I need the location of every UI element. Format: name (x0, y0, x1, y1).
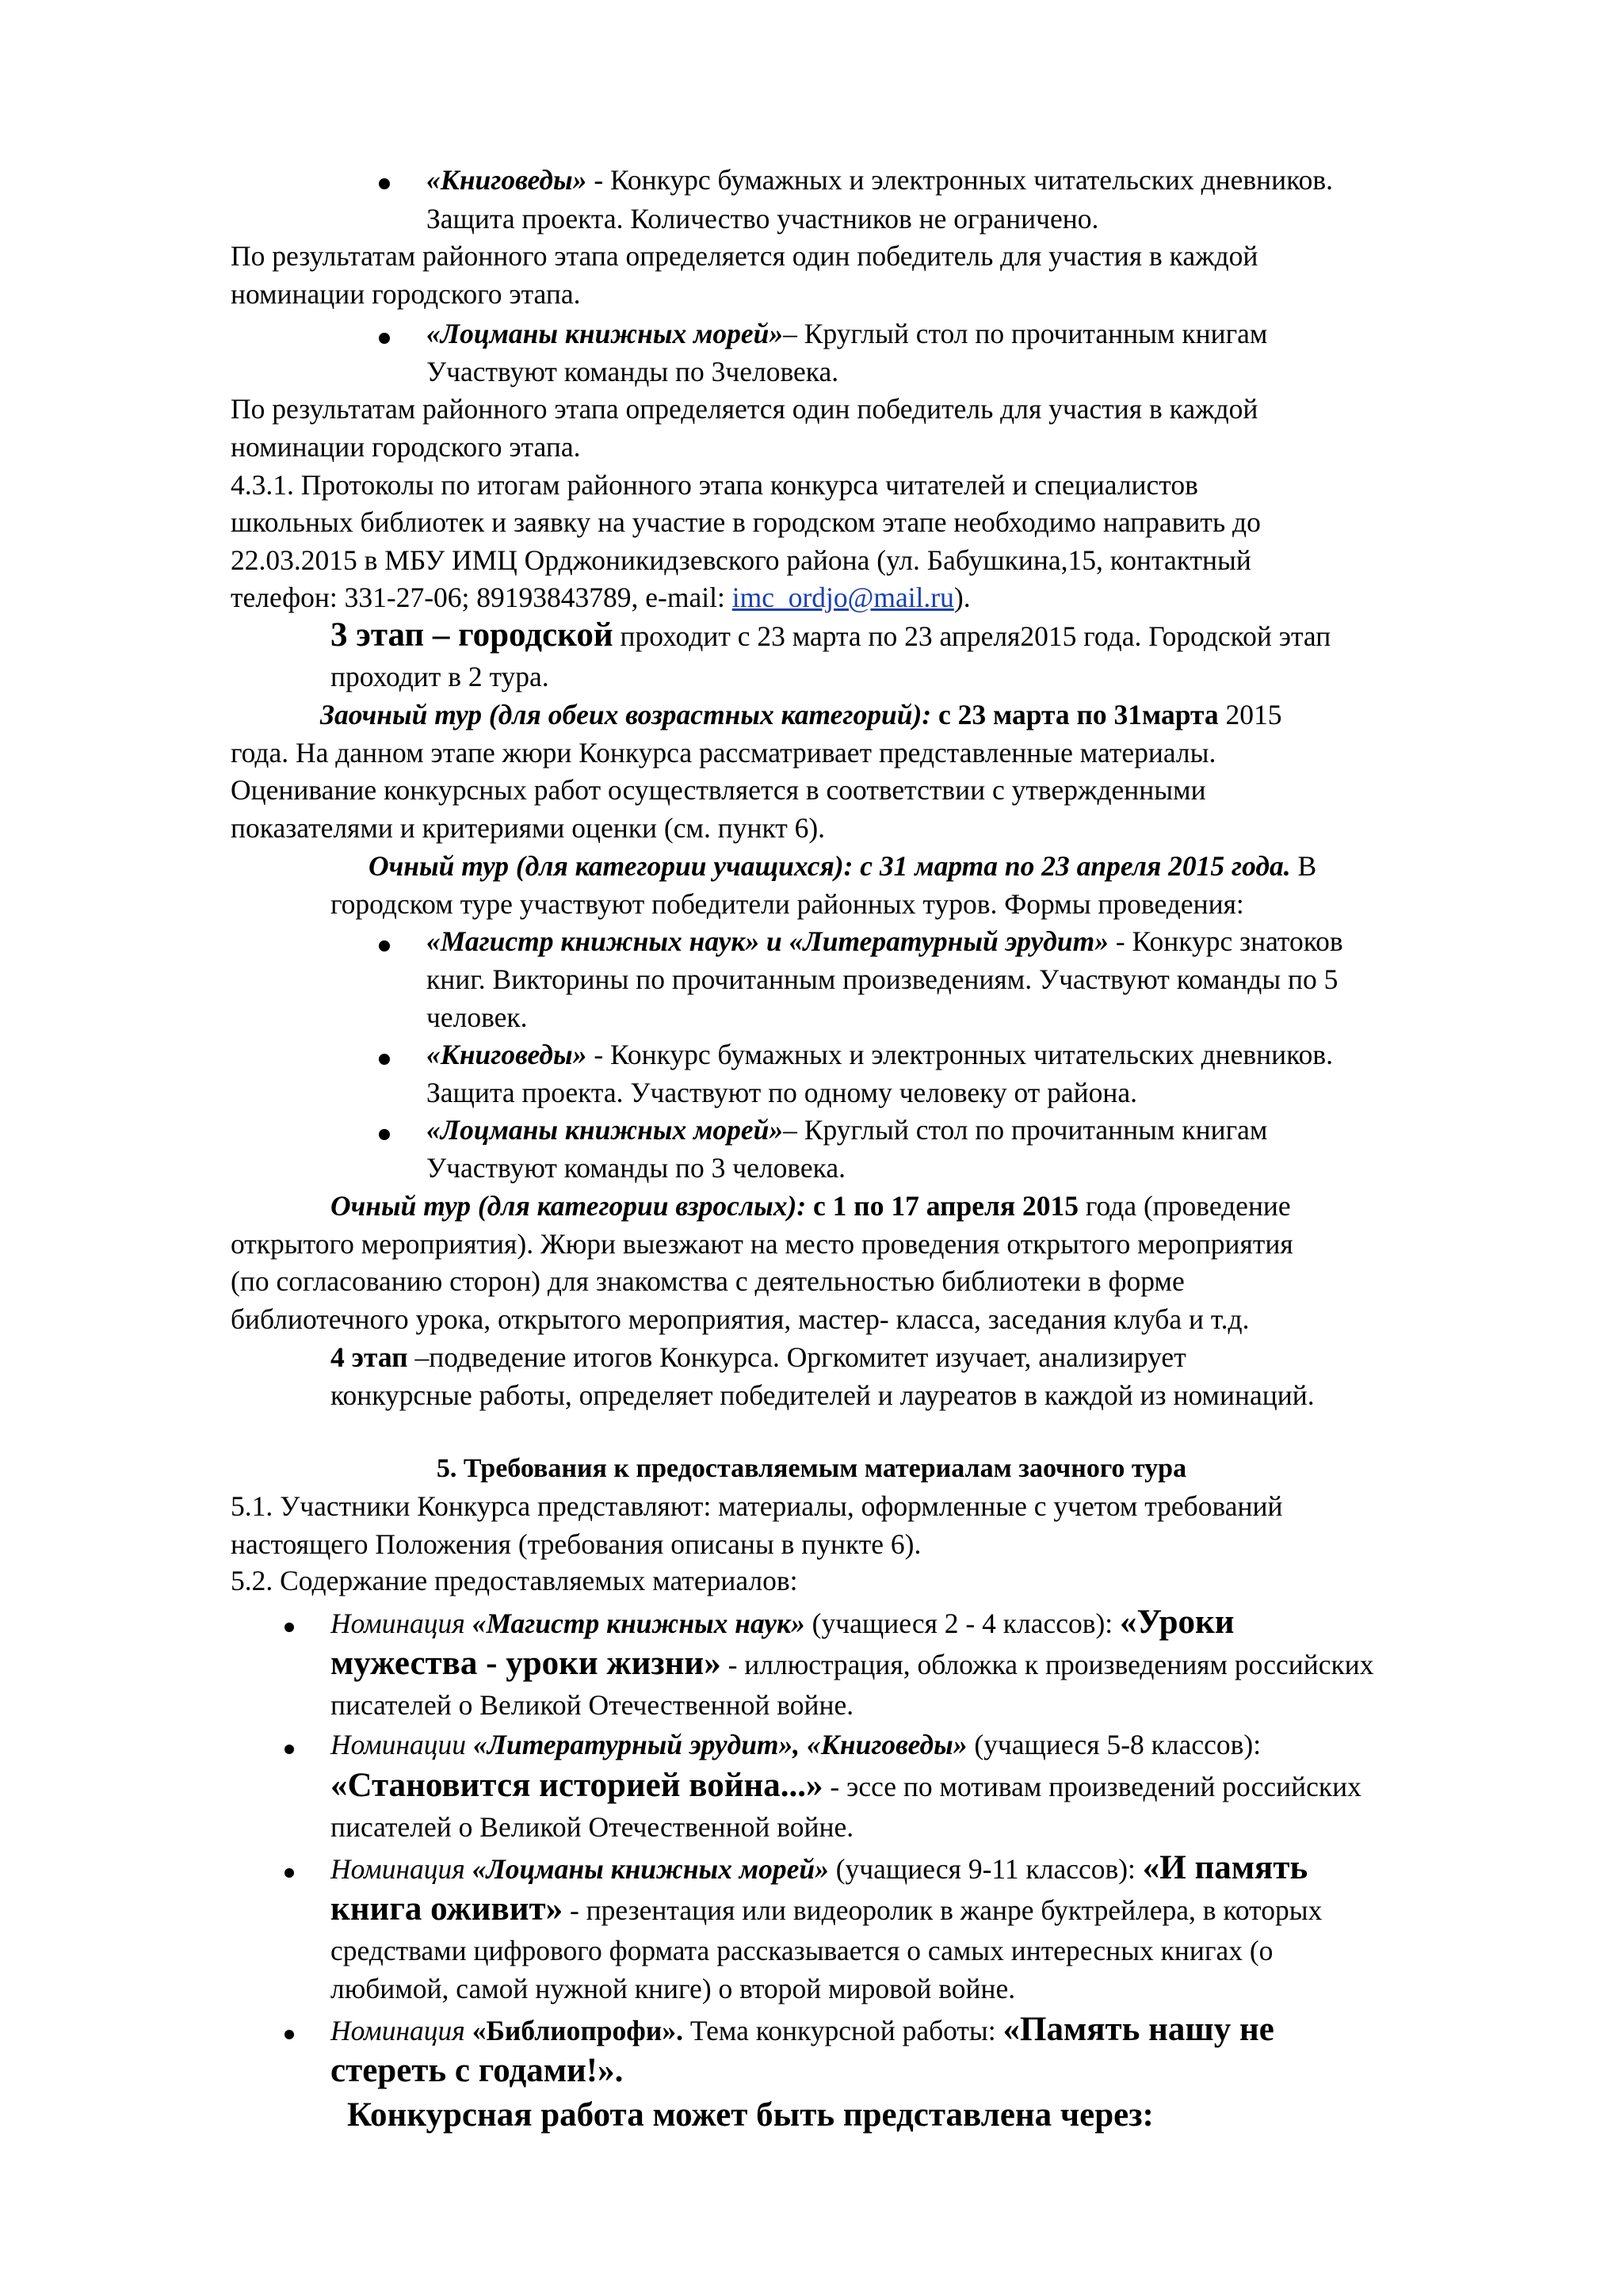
nomination-theme: книга оживит» (330, 1890, 563, 1928)
tour-dates: с 23 марта по 31марта (931, 699, 1219, 730)
final-heading: Конкурсная работа может быть представлена через: (347, 2096, 1154, 2134)
text-line: показателями и критериями оценки (см. пункт 6). (231, 812, 826, 844)
nomination-name: «Лоцманы книжных морей» (426, 318, 784, 349)
nomination-description: - Конкурс знатоков (1108, 925, 1343, 957)
tour-dates: с 1 по 17 апреля 2015 (806, 1190, 1079, 1222)
nomination-name: «Лоцманы книжных морей» (472, 1853, 829, 1885)
text-line: года. На данном этапе жюри Конкурса рассматривает представленные материалы. (231, 737, 1216, 769)
text-punctuation: ). (953, 582, 971, 613)
text-fragment: В (1290, 850, 1317, 882)
tour-title: Очный тур (для категории взрослых): (330, 1190, 807, 1222)
text-line: писателей о Великой Отечественной войне. (330, 1811, 854, 1843)
text-line: номинации городского этапа. (231, 431, 581, 463)
nomination-theme: «Уроки (1120, 1604, 1235, 1641)
text-line (330, 1767, 1361, 1806)
text-line (426, 161, 1333, 199)
nomination-name: «Книговеды» (426, 1039, 587, 1070)
text-line (330, 2011, 1274, 2050)
nomination-name: «Библиопрофи». (472, 2015, 683, 2046)
text-line: открытого мероприятия). Жюри выезжают на место проведения открытого мероприятия (231, 1228, 1293, 1260)
bullet-icon (285, 1868, 294, 1878)
nomination-grades: (учащиеся 5-8 классов): (967, 1729, 1262, 1760)
text-line: 4.3.1. Протоколы по итогам районного этапа конкурса читателей и специалистов (231, 469, 1198, 501)
text-line: 5.1. Участники Конкурса представляют: материалы, оформленные с учетом требований (231, 1490, 1283, 1522)
text-line (330, 2052, 623, 2091)
text-line (330, 1338, 1186, 1376)
text-line: средствами цифрового формата рассказывается о самых интересных книгах (о (330, 1935, 1274, 1966)
text-line (330, 616, 1331, 655)
nomination-theme: стереть с годами!». (330, 2052, 624, 2089)
text-line: человек. (426, 1001, 528, 1033)
text-line (330, 1645, 1374, 1684)
text-line: 5.2. Содержание предоставляемых материалов: (231, 1565, 798, 1596)
text-line: Оценивание конкурсных работ осуществляется в соответствии с утвержденными (231, 774, 1206, 806)
text-line: конкурсные работы, определяет победителей и лауреатов в каждой из номинаций. (330, 1379, 1315, 1411)
nomination-label: Номинация (330, 2015, 472, 2046)
text-line (426, 922, 1343, 960)
text-line (330, 1187, 1291, 1225)
text-line: 22.03.2015 в МБУ ИМЦ Орджоникидзевского района (ул. Бабушкина,15, контактный (231, 544, 1251, 576)
text-line: библиотечного урока, открытого мероприятия, мастер- класса, заседания клуба и т.д. (231, 1303, 1250, 1335)
nomination-description: - презентация или видеоролик в жанре буктрейлера, в которых (563, 1894, 1323, 1926)
text-line: Участвуют команды по 3человека. (426, 356, 839, 387)
nomination-description: - Конкурс бумажных и электронных читательских дневников. (586, 164, 1334, 196)
bullet-icon (285, 1623, 294, 1632)
text-line (426, 1111, 1267, 1149)
nomination-name: «Магистр книжных наук» и «Литературный эрудит» (426, 925, 1109, 957)
text-line: любимой, самой нужной книге) о второй мировой войне. (330, 1973, 1016, 2004)
text-line (330, 1849, 1308, 1888)
text-line: писателей о Великой Отечественной войне. (330, 1689, 854, 1721)
nomination-theme: «Становится историей война...» (330, 1767, 823, 1804)
text-line: школьных библиотек и заявку на участие в городском этапе необходимо направить до (231, 506, 1261, 538)
nomination-name: «Магистр книжных наук» (472, 1608, 805, 1639)
nomination-grades: (учащиеся 2 - 4 классов): (804, 1608, 1121, 1639)
bullet-icon (379, 1054, 390, 1065)
bullet-icon (379, 940, 390, 952)
text-line (330, 1726, 1261, 1764)
bullet-icon (285, 1745, 294, 1754)
text-line (330, 1890, 1322, 1929)
bullet-icon (379, 1129, 390, 1140)
nomination-theme: «Память нашу не (1002, 2011, 1274, 2048)
text-line: проходит в 2 тура. (330, 661, 549, 692)
nomination-name: «Литературный эрудит», «Книговеды» (472, 1729, 968, 1760)
text-line: Участвуют команды по 3 человека. (426, 1152, 846, 1184)
stage-description: проходит с 23 марта по 23 апреля2015 года. Городской этап (613, 620, 1331, 652)
text-line: По результатам районного этапа определяется один победитель для участия в каждой (231, 240, 1258, 272)
text-line: книг. Викторины по прочитанным произведениям. Участвуют команды по 5 (426, 963, 1338, 995)
text-line (369, 847, 1316, 885)
bullet-icon (379, 178, 390, 189)
text-line (330, 1604, 1235, 1642)
email-link[interactable]: imc_ordjo@mail.ru (731, 582, 954, 613)
nomination-grades: (учащиеся 9-11 классов): (828, 1853, 1143, 1885)
nomination-theme: мужества - уроки жизни» (330, 1645, 721, 1682)
text-fragment: года (проведение (1078, 1190, 1291, 1222)
text-line: Защита проекта. Участвуют по одному человеку от района. (426, 1077, 1138, 1108)
text-line (426, 1035, 1333, 1074)
text-line (320, 696, 1282, 734)
tour-title: Очный тур (для категории учащихся): с 31 марта по 23 апреля 2015 года. (369, 850, 1291, 882)
nomination-label: Номинация (330, 1608, 472, 1639)
nomination-theme: «И память (1142, 1849, 1308, 1886)
nomination-description: - эссе по мотивам произведений российских (823, 1771, 1361, 1802)
text-line: настоящего Положения (требования описаны в пункте 6). (231, 1528, 922, 1560)
tour-year: 2015 (1218, 699, 1282, 730)
nomination-name: «Лоцманы книжных морей» (426, 1114, 784, 1146)
tour-title: Заочный тур (для обеих возрастных категорий): (320, 699, 932, 730)
text-line: городском туре участвуют победители районных туров. Формы проведения: (330, 888, 1244, 920)
text-line: (по согласованию сторон) для знакомства с деятельностью библиотеки в форме (231, 1265, 1185, 1297)
bullet-icon (379, 333, 390, 344)
nomination-description: – Круглый стол по прочитанным книгам (783, 1114, 1268, 1146)
text-line (231, 578, 971, 616)
nomination-topic-label: Тема конкурсной работы: (682, 2015, 1003, 2046)
nomination-label: Номинации (330, 1729, 473, 1760)
text-line (426, 315, 1267, 353)
text-line: Защита проекта. Количество участников не ограничено. (426, 203, 1099, 235)
section-heading: 5. Требования к предоставляемым материалам заочного тура (436, 1454, 1187, 1483)
text-line: По результатам районного этапа определяется один победитель для участия в каждой (231, 393, 1258, 425)
nomination-description: – Круглый стол по прочитанным книгам (783, 318, 1268, 349)
phone-text: телефон: 331-27-06; 89193843789, e-mail: (231, 582, 732, 613)
nomination-label: Номинация (330, 1853, 472, 1885)
nomination-description: - Конкурс бумажных и электронных читательских дневников. (586, 1039, 1334, 1070)
text-line: номинации городского этапа. (231, 278, 581, 310)
nomination-description: - иллюстрация, обложка к произведениям российских (720, 1649, 1374, 1680)
stage-title: 4 этап (330, 1341, 408, 1373)
bullet-icon (285, 2030, 294, 2039)
stage-title: 3 этап – городской (330, 616, 613, 654)
nomination-name: «Книговеды» (426, 164, 587, 196)
stage-description: –подведение итогов Конкурса. Оргкомитет изучает, анализирует (407, 1341, 1186, 1373)
